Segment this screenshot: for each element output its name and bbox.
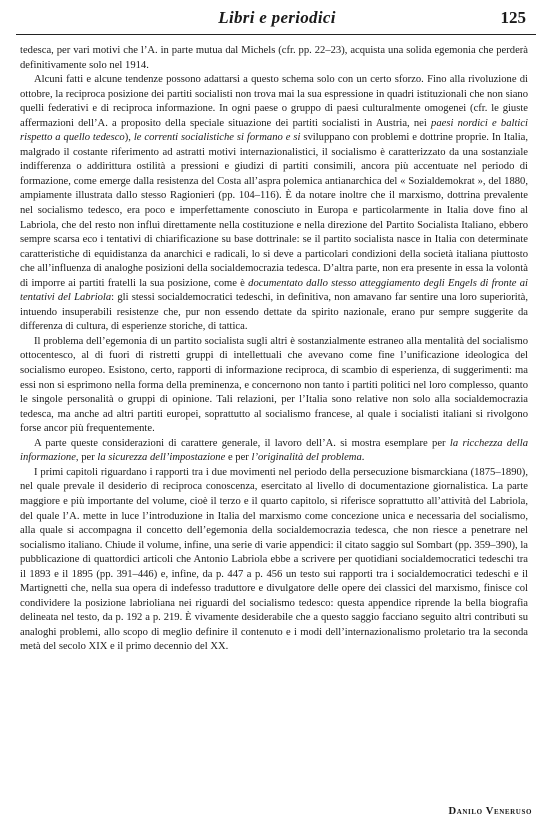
text-run: Il problema dell’egemonia di un partito socialista sugli altri è sostanzialmente estraneo alla mentalità del socialismo ottocentesco, al di fuori di ristretti gruppi di intellettuali che avevano come fine l’unificazione ideologica del socialismo europeo. Esistono, certo, rapporti di informazione reciproca, di scambio di esperienza, di suggerimenti: ma essi non si esprimono nella forma della preminenza, e concernono non tanto i partiti politici nel loro complesso, quanto le singole personalità o gruppi di opinione. Tali relazioni, per l’Italia sono relative non solo alla socialdemocrazia tedesca, ma anche ad altri partiti europei, soprattutto al socialismo francese, al quale i socialisti italiani si rivolgono forse ancor più frequentemente. [20, 335, 528, 435]
body-paragraph [20, 335, 528, 437]
running-title: Libri e periodici [218, 8, 336, 27]
text-run: : gli stessi socialdemocratici tedeschi, in definitiva, non amavano far sentire una loro superiorità, intuendo insuperabili resistenze che, pur non essendo dettate da spirito nazionale, erano pur sempre suggerite da differenza di cultura, di esperienze storiche, di tattica. [20, 292, 528, 333]
text-run: sviluppano con problemi e dottrine proprie. In Italia, malgrado il costante riferimento ad astratti motivi internazionalistici, il socialismo è caratterizzato da una sostanziale indifferenza o addirittura ostilità a pressioni e giudizi di partiti consimili, ancora più accentuate nel periodo di formazione, come emerge dalla resistenza del Costa all’aspra polemica antianarchica del « Sozialdemokrat », del 1880, ampiamente illustrata dallo stesso Ragionieri (pp. 104–116). È da notare inoltre che il marxismo, dottrina prevalente nel socialismo tedesco, era poco e imperfettamente conosciuto in Europa e particolarmente in Italia dove fino al Labriola, che del resto non influì direttamente nella costituzione e nella direzione del Partito Socialista Italiano, ebbero sempre scarsa eco i tentativi di chiarificazione su base dottrinale: se il partito socialista nasce in Italia con determinate caratteristiche di equidistanza da anarchici e radicali, lo si deve a particolari condizioni della società italiana piuttosto che all’influenza di analoghe posizioni della socialdemocrazia tedesca. D’altra parte, non era presente in essa la volontà di imporre ai partiti fratelli la sua posizione, come è [20, 132, 529, 289]
italic-text: la ricchezza della informazione [20, 437, 528, 464]
body-paragraph [20, 44, 528, 73]
italic-text: documentato dallo stesso atteggiamento degli Engels di fronte ai tentativi del Labriola [20, 277, 528, 304]
text-run: e per [225, 452, 252, 464]
text-run: I primi capitoli riguardano i rapporti tra i due movimenti nel periodo della persecuzione bismarckiana (1875–1890), nel quale prevale il desiderio di reciproca conoscenza, esercitato al livello di documentazione giornalistica. La parte maggiore e più importante del volume, cioè il terzo e il quarto capitolo, si riferisce soprattutto all’attività del Labriola, del quale l’A. mette in luce l’introduzione in Italia del marxismo come concezione unica e necessaria del socialismo, alla quale si accompagna il concetto dell’egemonia della socialdemocrazia tedesca, che non riesce a penetrare nel socialismo italiano. Chiude il volume, infine, una serie di varie appendici: il citato saggio sul Sombart (pp. 359–390), la pubblicazione di quattordici articoli che Antonio Labriola ebbe a scrivere per quotidiani socialdemocratici tedeschi tra il 1893 e il 1895 (pp. 391–446) e, infine, da p. 447 a p. 456 un testo sui rapporti tra i socialdemocratici tedeschi e il Martignetti che, nella sua opera di indefesso traduttore e divulgatore delle opere dei classici del marxismo, finisce col condividere la posizione labrioliana nei riguardi del socialismo tedesco: questa appendice riprende la bella biografia delineata nel testo, da p. 192 a p. 219. È vivamente desiderabile che a questo saggio facciano seguito altri contributi su analoghi problemi, allo scopo di meglio definire il contenuto e i modi dell’internazionalismo proletario tra la seconda metà del secolo XIX e il primo decennio del XX. [20, 466, 528, 653]
text-run: . [361, 452, 365, 464]
running-header [22, 8, 532, 32]
italic-text: l’originalità del problema [251, 452, 362, 464]
article-body [20, 44, 528, 655]
body-paragraph [20, 437, 528, 466]
page-number: 125 [500, 8, 526, 27]
italic-text: paesi nordici e baltici rispetto a quello tedesco [20, 117, 528, 144]
text-run: Alcuni fatti e alcune tendenze possono adattarsi a questo schema solo con un certo sforzo. Fino alla rivoluzione di ottobre, la reciproca posizione dei partiti socialisti non trova mai la sua espressione in quadri istituzionali che non siano quelli federativi e di reciproca informazione. In ogni paese o gruppo di paesi culturalmente omogenei (cfr. le giuste affermazioni dell’A. a proposito della speciale situazione dei partiti socialisti in Austria, nei [20, 74, 528, 129]
header-rule [16, 34, 536, 35]
text-run: tedesca, per vari motivi che l’A. in parte mutua dal Michels (cfr. pp. 22–23), acquista una solida egemonia che perderà definitivamente solo nel 1914. [20, 45, 528, 71]
italic-text: le correnti socialistiche si formano e si [133, 132, 301, 144]
body-paragraph [20, 466, 528, 655]
italic-text: la sicurezza dell’impostazione [97, 452, 226, 464]
author-signature: Danilo Veneruso [448, 806, 532, 817]
text-run: ), [124, 132, 134, 144]
body-paragraph [20, 73, 528, 335]
text-run: , per [75, 452, 98, 464]
text-run: A parte queste considerazioni di carattere generale, il lavoro dell’A. si mostra esemplare per [34, 437, 450, 449]
